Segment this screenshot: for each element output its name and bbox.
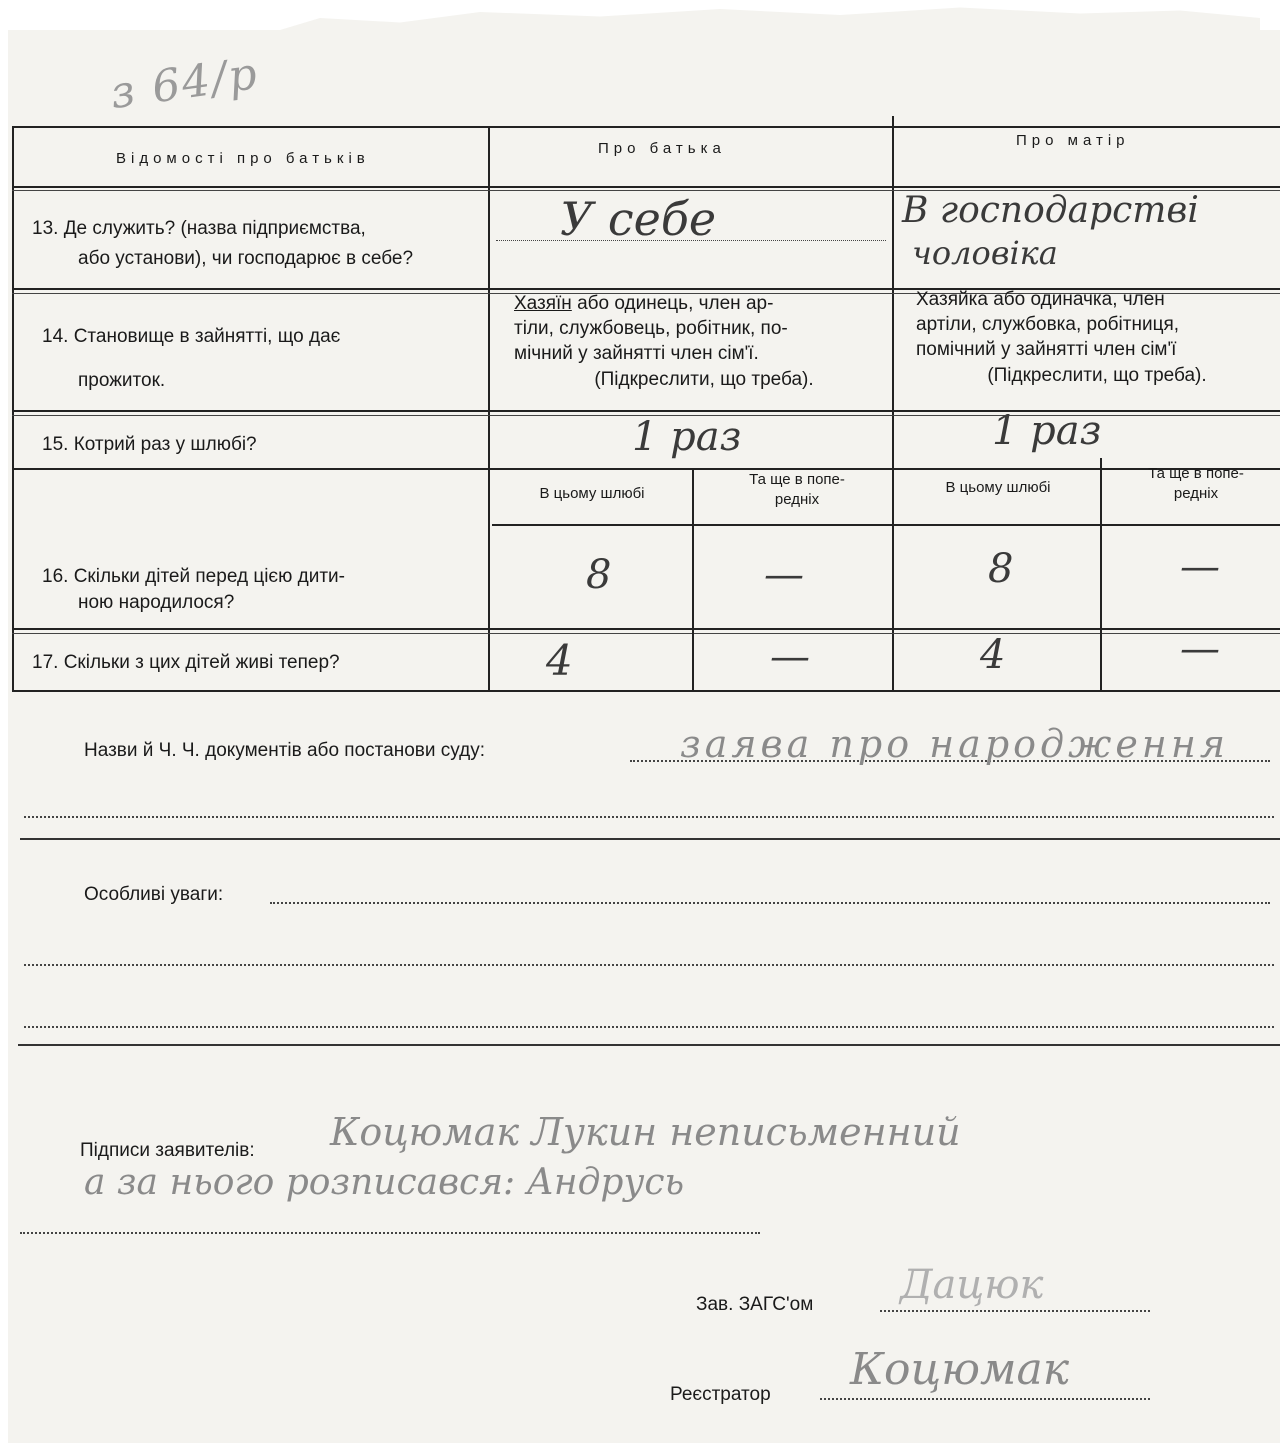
row15-father-value: 1 раз: [632, 414, 742, 460]
divider-header: [12, 186, 1280, 188]
row17-mother-prev: —: [1180, 626, 1220, 672]
row14-mother-line2: артіли, службовка, робітниця,: [916, 314, 1180, 335]
header-mother: Про матір: [1016, 132, 1130, 149]
archive-mark: з 64/р: [107, 47, 262, 120]
row13-mother-value-line2: чоловіка: [912, 234, 1058, 272]
divider-father-subcols: [692, 468, 694, 692]
row16-label-line2: ною народилося?: [78, 592, 235, 613]
subheader-father-this: В цьому шлюбі: [539, 485, 645, 502]
zags-label: Зав. ЗАГС'ом: [696, 1294, 814, 1315]
row14-father-line3: мічний у зайнятті член сім'ї.: [514, 343, 759, 364]
row14-mother-line1: Хазяйка або одиначка, член: [916, 289, 1165, 310]
divider-row16: [12, 628, 1280, 630]
divider-row15: [12, 468, 1280, 470]
zags-signature: Дацюк: [900, 1262, 1044, 1308]
row16-mother-this: 8: [988, 546, 1014, 592]
parents-info-table: [12, 112, 1280, 694]
row15-mother-value: 1 раз: [992, 408, 1102, 454]
documents-dotted-line-2: [24, 816, 1274, 818]
registrar-dotted-line: [820, 1398, 1150, 1400]
remarks-dotted-line-1: [270, 902, 1270, 904]
divider-row16-double: [12, 633, 1280, 634]
row14-mother-line4: (Підкреслити, що треба).: [987, 365, 1207, 386]
documents-label: Назви й Ч. Ч. документів або постанови суду:: [84, 740, 485, 761]
signatures-line2: а за нього розписався: Андрусь: [84, 1162, 685, 1203]
header-father: Про батька: [598, 140, 726, 157]
subheader-mother-prev-line1: Та ще в попе-: [1148, 465, 1244, 482]
table-left-border: [12, 126, 14, 692]
signatures-label: Підписи заявителів:: [80, 1140, 255, 1161]
divider-info-father: [488, 126, 490, 692]
row14-father-option-selected: Хазяїн: [514, 293, 572, 314]
row13-label-line2: або установи), чи господарює в себе?: [78, 248, 414, 269]
row13-label-line1: 13. Де служить? (назва підприємства,: [32, 218, 366, 239]
remarks-dotted-line-2: [24, 964, 1274, 966]
row17-father-prev: —: [770, 634, 810, 680]
signatures-line1: Коцюмак Лукин неписьменний: [330, 1110, 961, 1154]
subheader-mother-prev-line2: редніх: [1173, 485, 1219, 502]
table-top-border: [12, 126, 1280, 128]
row14-mother-line3: помічний у зайнятті член сім'ї: [916, 339, 1177, 360]
section-divider-1: [20, 838, 1280, 840]
row14-father-options: [514, 292, 868, 316]
row17-father-this: 4: [546, 636, 573, 685]
row13-mother-value-line1: В господарстві: [902, 190, 1199, 231]
subheader-mother-this: В цьому шлюбі: [945, 479, 1051, 496]
divider-subheader: [492, 524, 1280, 526]
divider-mother-subcols: [1100, 458, 1102, 692]
row16-label-line1: 16. Скільки дітей перед цією дити-: [42, 566, 345, 587]
section-divider-2: [18, 1044, 1280, 1046]
header-info: Відомості про батьків: [116, 150, 370, 167]
divider-father-mother: [892, 116, 894, 692]
remarks-label: Особливі уваги:: [84, 884, 224, 905]
torn-edge: [260, 6, 1260, 36]
subheader-father-prev-line2: редніх: [774, 491, 820, 508]
row14-label-line2: прожиток.: [78, 370, 166, 391]
row14-father-line2: тіли, службовець, робітник, по-: [514, 318, 788, 339]
subheader-father-prev-line1: Та ще в попе-: [749, 471, 845, 488]
row14-father-option-rest: або одинець, член ар-: [571, 293, 774, 314]
row17-label: 17. Скільки з цих дітей живі тепер?: [32, 652, 340, 673]
table-bottom-border: [12, 690, 1280, 692]
row16-father-prev: —: [764, 552, 804, 598]
row15-label: 15. Котрий раз у шлюбі?: [42, 434, 257, 455]
signatures-dotted-line: [20, 1232, 760, 1234]
row17-mother-this: 4: [980, 632, 1006, 678]
row14-father-line4: (Підкреслити, що треба).: [594, 369, 814, 390]
row14-label-line1: 14. Становище в зайнятті, що дає: [42, 326, 341, 347]
row16-father-this: 8: [586, 552, 612, 598]
registrar-label: Реєстратор: [670, 1384, 771, 1405]
remarks-dotted-line-3: [24, 1026, 1274, 1028]
registrar-signature: Коцюмак: [850, 1344, 1069, 1395]
row16-mother-prev: —: [1180, 544, 1220, 590]
documents-value: заява про народження: [680, 722, 1230, 766]
row13-father-value: У себе: [560, 192, 717, 246]
zags-dotted-line: [880, 1310, 1150, 1312]
